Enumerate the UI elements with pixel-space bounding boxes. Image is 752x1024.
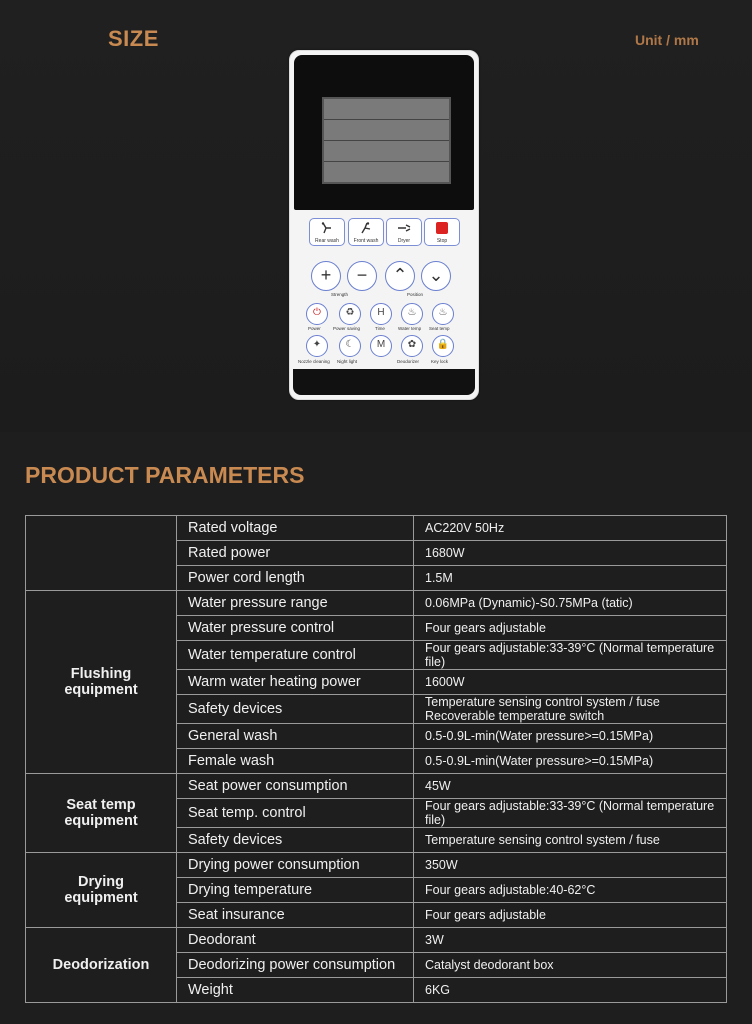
table-row	[26, 591, 727, 616]
param-value: 0.06MPa (Dynamic)-S0.75MPa (tatic)	[414, 591, 727, 616]
dryer-button	[386, 218, 422, 246]
param-name: Water pressure control	[177, 616, 414, 641]
param-name: Deodorant	[177, 928, 414, 953]
water-temp-icon: ♨	[401, 303, 423, 325]
params-title: PRODUCT PARAMETERS	[25, 462, 305, 488]
param-value: 1680W	[414, 541, 727, 566]
table-row	[26, 516, 727, 541]
param-value: 0.5-0.9L-min(Water pressure>=0.15MPa)	[414, 724, 727, 749]
param-name: Drying power consumption	[177, 853, 414, 878]
stop-label: Stop	[436, 238, 448, 244]
parameters-table	[25, 515, 727, 1003]
param-name: Safety devices	[177, 695, 414, 724]
m-button: M	[370, 335, 392, 357]
down-button: ⌄	[421, 261, 451, 291]
seat-temp-label: Seat temp	[429, 326, 450, 331]
param-name: General wash	[177, 724, 414, 749]
table-row	[26, 853, 727, 878]
night-light-icon: ☾	[339, 335, 361, 357]
param-value-line: Recoverable temperature switch	[425, 709, 605, 723]
param-name: Seat power consumption	[177, 774, 414, 799]
remote-face	[294, 55, 474, 210]
stop-button	[424, 218, 460, 246]
param-name: Warm water heating power	[177, 670, 414, 695]
category-cell: Deodorization	[26, 928, 177, 1003]
param-value: 1.5M	[414, 566, 727, 591]
table-row	[26, 774, 727, 799]
param-name: Seat insurance	[177, 903, 414, 928]
position-label: Position	[407, 292, 424, 297]
category-cell: Drying equipment	[26, 853, 177, 928]
key-lock-label: Key lock	[431, 359, 449, 364]
rear-wash-button	[309, 218, 345, 246]
category-cell: Flushing equipment	[26, 591, 177, 774]
param-name: Water pressure range	[177, 591, 414, 616]
key-lock-icon: 🔒	[432, 335, 454, 357]
param-value: Four gears adjustable:40-62°C	[414, 878, 727, 903]
param-value: 1600W	[414, 670, 727, 695]
param-name: Weight	[177, 978, 414, 1003]
power-label: Power	[308, 326, 321, 331]
stop-icon	[436, 222, 448, 234]
up-button: ⌃	[385, 261, 415, 291]
param-value-multiline	[414, 695, 727, 724]
param-value: Four gears adjustable:33-39°C (Normal temperature file)	[414, 641, 727, 670]
table-row	[26, 928, 727, 953]
param-value: Four gears adjustable	[414, 616, 727, 641]
param-name: Rated voltage	[177, 516, 414, 541]
param-value: Four gears adjustable	[414, 903, 727, 928]
param-value: 3W	[414, 928, 727, 953]
param-value-line: Temperature sensing control system / fuse	[425, 695, 660, 709]
dryer-label: Dryer	[397, 238, 411, 244]
deodorizer-label: Deodorizer	[397, 359, 420, 364]
param-value: 0.5-0.9L-min(Water pressure>=0.15MPa)	[414, 749, 727, 774]
front-wash-label: Front wash	[353, 238, 379, 244]
power-saving-icon: ♻	[339, 303, 361, 325]
param-name: Safety devices	[177, 828, 414, 853]
category-cell	[26, 516, 177, 591]
size-title: SIZE	[108, 26, 159, 51]
param-value: AC220V 50Hz	[414, 516, 727, 541]
night-light-label: Night light	[337, 359, 358, 364]
nozzle-cleaning-label: Nozzle cleaning	[298, 359, 330, 364]
seat-temp-icon: ♨	[432, 303, 454, 325]
minus-button: −	[347, 261, 377, 291]
category-cell: Seat temp equipment	[26, 774, 177, 853]
param-value: 6KG	[414, 978, 727, 1003]
param-name: Deodorizing power consumption	[177, 953, 414, 978]
param-value: 45W	[414, 774, 727, 799]
rear-wash-label: Rear wash	[315, 238, 339, 244]
deodorizer-icon: ✿	[401, 335, 423, 357]
power-saving-label: Power saving	[333, 326, 361, 331]
param-name: Seat temp. control	[177, 799, 414, 828]
lcd-display	[322, 97, 451, 184]
plus-button: +	[311, 261, 341, 291]
param-name: Female wash	[177, 749, 414, 774]
remote-bottom-bar	[293, 369, 475, 395]
param-value: Four gears adjustable:33-39°C (Normal temperature file)	[414, 799, 727, 828]
power-icon: ⏻	[306, 303, 328, 325]
front-wash-button	[348, 218, 384, 246]
nozzle-cleaning-icon: ✦	[306, 335, 328, 357]
param-value: Temperature sensing control system / fuse	[414, 828, 727, 853]
strength-label: Strength	[331, 292, 349, 297]
param-name: Power cord length	[177, 566, 414, 591]
time-label: Time	[375, 326, 385, 331]
unit-label: Unit / mm	[635, 32, 699, 48]
param-value: Catalyst deodorant box	[414, 953, 727, 978]
param-name: Rated power	[177, 541, 414, 566]
param-name: Drying temperature	[177, 878, 414, 903]
h-button: H	[370, 303, 392, 325]
water-temp-label: Water temp	[398, 326, 422, 331]
param-value: 350W	[414, 853, 727, 878]
remote-control-image	[289, 50, 479, 400]
param-name: Water temperature control	[177, 641, 414, 670]
